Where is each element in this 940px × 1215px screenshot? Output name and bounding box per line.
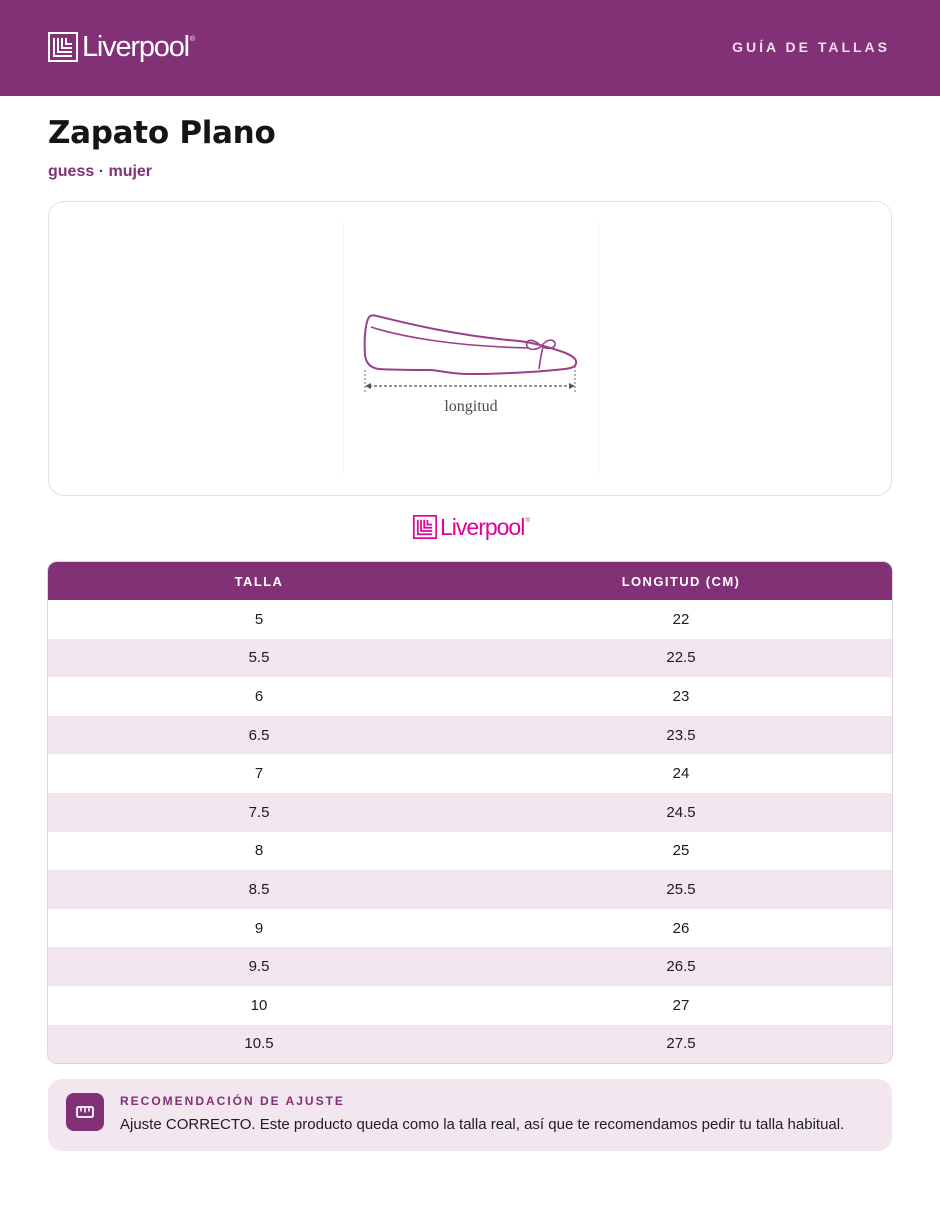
table-row [48,677,892,716]
length-cell: 26.5 [666,958,696,976]
liverpool-brand-logo [413,514,530,540]
page-title: Zapato Plano [48,115,276,151]
liverpool-logo-mark-icon [48,32,78,62]
length-cell: 27.5 [666,1035,696,1053]
size-guide-link[interactable]: GUÍA DE TALLAS [732,39,890,55]
size-cell: 6 [254,687,264,705]
fit-recommendation-card [48,1079,892,1151]
size-cell: 7 [254,765,264,783]
length-cell: 22.5 [666,649,696,667]
liverpool-brand-text: Liverpool [440,514,525,540]
size-cell: 9.5 [248,958,270,976]
length-cell: 24 [672,765,690,783]
recommendation-heading: RECOMENDACIÓN DE AJUSTE [120,1094,345,1108]
measurement-diagram-card [48,201,892,496]
size-cell: 5.5 [248,649,270,667]
table-row [48,639,892,678]
table-row [48,909,892,948]
table-body [48,600,892,1063]
liverpool-logo-text: Liverpool [82,31,189,63]
size-cell: 7.5 [248,803,270,821]
length-cell: 24.5 [666,803,696,821]
length-cell: 27 [672,996,690,1014]
ruler-icon [66,1093,104,1131]
size-chart-table [47,561,893,1064]
column-header-length: LONGITUD (CM) [621,573,741,589]
top-bar [0,0,940,96]
ruler-glyph-icon [76,1106,94,1118]
brand-trademark: ® [525,518,530,524]
table-row [48,600,892,639]
length-cell: 23.5 [666,726,696,744]
size-cell: 5 [254,610,264,628]
length-cell: 23 [672,687,690,705]
trademark-symbol: ® [189,36,196,43]
table-row [48,947,892,986]
size-cell: 10.5 [244,1035,274,1053]
table-row [48,986,892,1025]
table-header [48,562,892,600]
liverpool-logo[interactable] [48,30,195,64]
length-measure-label: longitud [444,398,498,415]
column-header-size: TALLA [234,573,284,589]
size-cell: 6.5 [248,726,270,744]
table-row [48,1025,892,1064]
flat-shoe-icon [359,310,581,400]
size-cell: 8.5 [248,880,270,898]
table-row [48,754,892,793]
size-cell: 8 [254,842,264,860]
recommendation-text: Ajuste CORRECTO. Este producto queda como la talla real, así que te recomendamos pedir tu talla habitual. [120,1116,845,1133]
table-row [48,870,892,909]
size-cell: 10 [250,996,268,1014]
table-row [48,832,892,871]
liverpool-brand-mark-icon [413,515,437,539]
table-row [48,793,892,832]
length-cell: 25.5 [666,880,696,898]
product-subtitle: guess · mujer [48,163,153,180]
table-row [48,716,892,755]
size-cell: 9 [254,919,264,937]
length-cell: 26 [672,919,690,937]
length-cell: 22 [672,610,690,628]
length-cell: 25 [672,842,690,860]
